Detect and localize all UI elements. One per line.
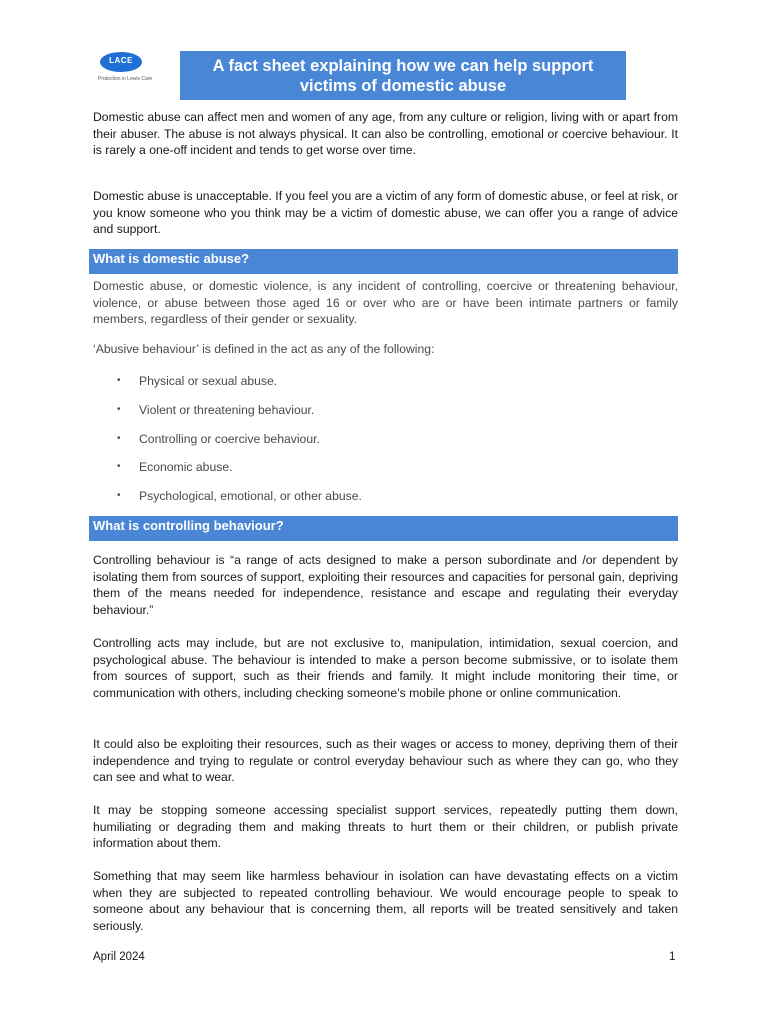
footer-page-number: 1 <box>669 951 676 963</box>
section2-paragraph-5: Something that may seem like harmless behaviour in isolation can have devastating effects on a victim when they are subjected to repeated controlling behaviour. We would encourage people to speak to someone about any behaviour that is concerning them, all reports will be treated sensitively and taken seriously. <box>93 869 678 933</box>
bullet-icon: • <box>117 404 121 415</box>
section-heading-controlling-behaviour: What is controlling behaviour? <box>89 516 678 541</box>
title-line-1: A fact sheet explaining how we can help support <box>212 57 594 75</box>
bullet-icon: • <box>117 461 121 472</box>
page-title <box>180 51 626 100</box>
footer-date: April 2024 <box>93 951 145 963</box>
logo-tagline: Protection in Lewis Care <box>98 76 153 82</box>
list-item-text: Economic abuse. <box>139 460 233 474</box>
bullet-icon: • <box>117 433 121 444</box>
section1-paragraph-1: Domestic abuse, or domestic violence, is any incident of controlling, coercive or threatening behaviour, violence, or abuse between those aged 16 or over who are or have been intimate partners or family members, regardless of their gender or sexuality. <box>93 279 678 327</box>
section1-paragraph-2: ‘Abusive behaviour’ is defined in the act as any of the following: <box>93 342 435 356</box>
bullet-icon: • <box>117 490 121 501</box>
list-item-text: Controlling or coercive behaviour. <box>139 432 320 446</box>
section2-paragraph-1: Controlling behaviour is “a range of acts designed to make a person subordinate and /or dependent by isolating them from sources of support, exploiting their resources and capacities for personal gain, depriving them of the means needed for independence, resistance and escape and regulating their everyday behaviour.” <box>93 553 678 617</box>
list-item-text: Violent or threatening behaviour. <box>139 403 315 417</box>
section2-paragraph-3: It could also be exploiting their resources, such as their wages or access to money, depriving them of their independence and trying to regulate or control everyday behaviour such as where they can go, who they can see and what to wear. <box>93 737 678 785</box>
logo-text: LACE <box>109 56 133 65</box>
lace-logo <box>98 48 153 92</box>
intro-paragraph-2: Domestic abuse is unacceptable. If you feel you are a victim of any form of domestic abuse, or feel at risk, or you know someone who you think may be a victim of domestic abuse, we can offer you a range of advice and support. <box>93 189 678 237</box>
section2-paragraph-4: It may be stopping someone accessing specialist support services, repeatedly putting them down, humiliating or degrading them and making threats to hurt them or their children, or publish private information about them. <box>93 803 678 851</box>
bullet-icon: • <box>117 375 121 386</box>
section2-paragraph-2: Controlling acts may include, but are not exclusive to, manipulation, intimidation, sexual coercion, and psychological abuse. The behaviour is intended to make a person become submissive, or to isolate them from sources of support, such as their friends and family. It might include monitoring their time, or communication with others, including checking someone’s mobile phone or online communication. <box>93 636 678 700</box>
section-heading-domestic-abuse: What is domestic abuse? <box>89 249 678 274</box>
list-item-text: Psychological, emotional, or other abuse. <box>139 489 362 503</box>
title-line-2: victims of domestic abuse <box>299 77 507 95</box>
list-item-text: Physical or sexual abuse. <box>139 374 278 388</box>
intro-paragraph-1: Domestic abuse can affect men and women of any age, from any culture or religion, living with or apart from their abuser. The abuse is not always physical. It can also be controlling, emotional or coercive behaviour. It is rarely a one-off incident and tends to get worse over time. <box>93 110 678 158</box>
